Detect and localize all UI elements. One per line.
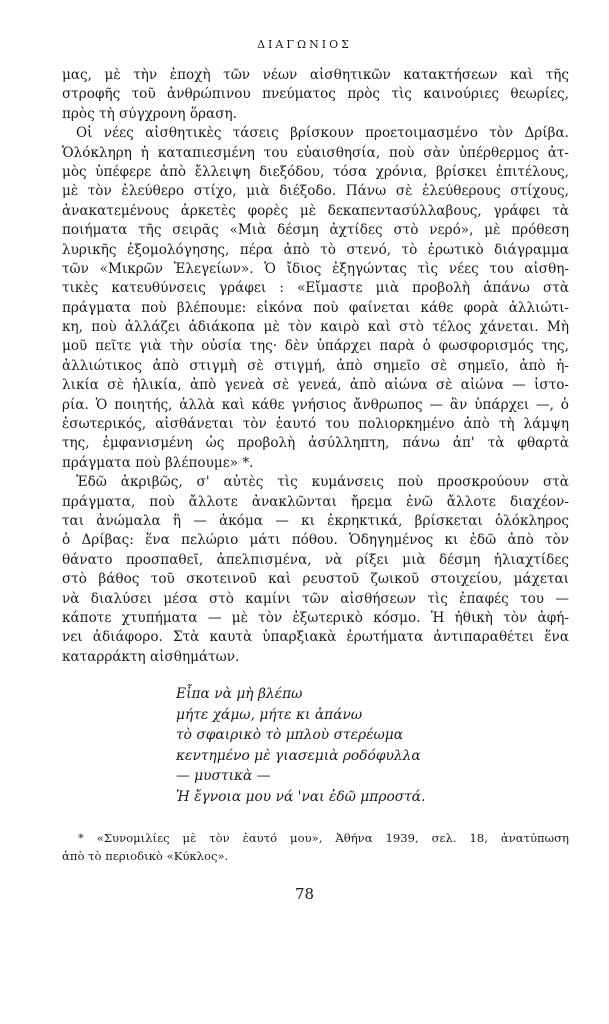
text-line: νει ἀδιάφορο. Στὰ καυτὰ ὑπαρξιακὰ ἐρωτήματα ἀντιπαραθέτει ἕνα [62,629,569,646]
text-line: λυρικῆς ἐξομολόγησης, πέρα ἀπὸ τὸ στενό, τὸ ἐρωτικὸ διάγραμμα [62,241,569,258]
poem-line: Ἡ ἔγνοια μου νά 'ναι ἐδῶ μπροστά. [176,788,426,805]
footnote-line: * «Συνομιλίες μὲ τὸν ἑαυτό μου», Ἀθήνα 1939, σελ. 18, ἀνατύπωση [78,831,569,845]
text-line: νὰ διαλύσει μέσα στὸ καμίνι τῶν αἰσθήσεων τὶς ἐπαφές του — [62,590,569,607]
page-number: 78 [294,885,315,903]
text-line: ποιήματα τῆς σειρᾶς «Μιὰ δέσμη ἀχτίδες στὸ νερό», μὲ πρόθεση [62,222,569,239]
footnote-line: ἀπὸ τὸ περιοδικὸ «Κύκλος». [62,849,229,863]
text-line: τῶν «Μικρῶν Ἐλεγείων». Ὁ ἴδιος ἐξηγώντας τὶς νέες του αἰσθη- [62,260,569,277]
poem-excerpt [176,684,426,808]
text-line: κη, ποὺ ἀλλάζει ἀδιάκοπα μὲ τὸν καιρὸ καὶ στὸ τέλος χάνεται. Μὴ [62,319,569,336]
body-text [62,66,569,667]
text-line: ρία. Ὁ ποιητής, ἀλλὰ καὶ κάθε γνήσιος ἄνθρωπος — ἂν ὑπάρχει —, ὁ [62,396,569,413]
poem-line: μήτε χάμω, μήτε κι ἀπάνω [176,706,363,723]
text-line: μας, μὲ τὴν ἐποχὴ τῶν νέων αἰσθητικῶν κατακτήσεων καὶ τῆς [62,67,569,83]
text-line: στροφῆς τοῦ ἀνθρώπινου πνεύματος πρὸς τὶς καινούριες θεωρίες, [62,86,569,103]
text-line: θάνατο προσπαθεῖ, ἀπελπισμένα, νὰ ρίξει μιὰ δέσμη ἡλιαχτίδες [62,551,569,568]
text-line: πράγματα ποὺ βλέπουμε: εἰκόνα ποὺ φαίνεται κάθε φορὰ ἀλλιώτι- [62,299,569,316]
text-line: μὲ τὸν ἐλεύθερο στίχο, μιὰ διέξοδο. Πάνω σὲ ἐλεύθερους στίχους, [62,183,569,200]
text-line: της, ἐμφανισμένη ὡς προβολὴ ἀσύλληπτη, πάνω ἀπ' τὰ φθαρτὰ [62,435,569,452]
text-line: πρὸς τὴ σύγχρονη ὅραση. [62,105,237,122]
text-line: Οἱ νέες αἰσθητικὲς τάσεις βρίσκουν προετοιμασμένο τὸν Δρίβα. [76,125,569,142]
poem-line: κεντημένο μὲ γιασεμιὰ ροδόφυλλα [176,747,421,764]
text-line: ἀλλιώτικος ἀπὸ στιγμὴ σὲ στιγμή, ἀπὸ σημεῖο σὲ σημεῖο, ἀπὸ ἡ- [62,357,569,374]
poem-line: Εἶπα νὰ μὴ βλέπω [176,686,303,702]
footnote [62,829,569,865]
text-line: τικὲς κατευθύνσεις γράφει : «Εἴμαστε μιὰ προβολὴ ἀπάνω στὰ [62,280,569,297]
text-line: ἀνακατεμένους ἀρκετὲς φορὲς μὲ δεκαπεντασύλλαβους, γράφει τὰ [62,202,569,219]
text-line: Ὁλόκληρη ἡ καταπιεσμένη του εὐαισθησία, ποὺ σὰν ὑπέρθερμος ἀτ- [62,144,569,161]
text-line: Ἐδῶ ἀκριβῶς, σ' αὐτὲς τὶς κυμάνσεις ποὺ προσκρούουν στὰ [76,474,569,491]
text-line: ται ἀνώμαλα ἢ — ἀκόμα — κι ἐκρηκτικά, βρίσκεται ὁλόκληρος [62,512,569,529]
text-line: μὸς ὑπέφερε ἀπὸ ἔλλειψη διεξόδου, τόσα χρόνια, βρίσκει ἐπιτέλους, [62,163,569,180]
text-line: ἐσωτερικός, αἰσθάνεται τὸν ἑαυτό του πολιορκημένο ἀπὸ τὴ λάμψη [62,416,569,433]
text-line: μοῦ πεῖτε γιὰ τὴν οὐσία της· δὲν ὑπάρχει παρὰ ὁ φωσφορισμός της, [62,338,569,355]
paragraph-quotation [62,124,569,473]
text-line: κάποτε χτυπήματα — μὲ τὸν ἐξωτερικὸ κόσμο. Ἡ ἠθικὴ τὸν ἀφή- [62,609,569,626]
text-line: λικία σὲ ἡλικία, ἀπὸ γενεὰ σὲ γενεά, ἀπὸ αἰώνα σὲ αἰώνα — ἱστο- [62,377,569,394]
text-line: πράγματα ποὺ βλέπουμε» *. [62,454,254,471]
text-line: πράγματα, ποὺ ἄλλοτε ἀνακλῶνται ἤρεμα ἐνῶ ἄλλοτε διαχέον- [62,493,569,510]
paragraph-continued [62,66,569,124]
poem-line: τὸ σφαιρικὸ τὸ μπλοὺ στερέωμα [176,727,404,744]
text-line: στὸ βάθος τοῦ σκοτεινοῦ καὶ ρευστοῦ ζωικοῦ στοιχείου, μάχεται [62,571,569,588]
paragraph-analysis [62,473,569,667]
poem-line: — μυστικὰ — [176,768,271,785]
text-line: καταρράκτη αἰσθημάτων. [62,648,240,665]
text-line: ὁ Δρίβας: ἕνα πελώριο μάτι πόθου. Ὁδηγημένος κι ἐδῶ ἀπὸ τὸν [62,532,569,549]
running-head: ΔΙΑΓΩΝΙΟΣ [257,38,352,51]
